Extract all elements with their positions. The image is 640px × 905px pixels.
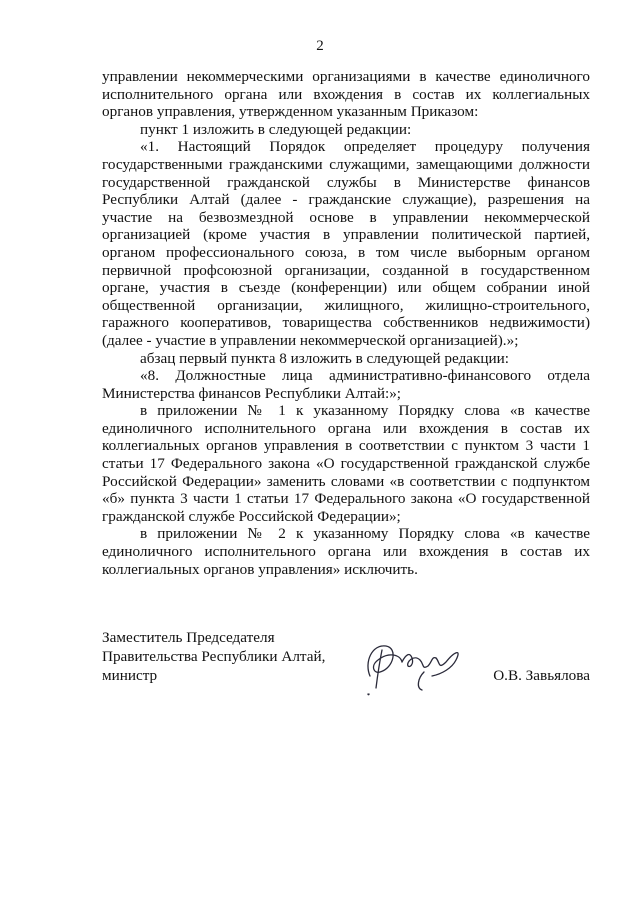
signer-title-line: Заместитель Председателя <box>102 629 275 646</box>
paragraph-item-8-text: «8. Должностные лица административно-финансового отдела Министерства финансов Республики Алтай:»; <box>102 367 590 402</box>
signer-title <box>102 628 325 685</box>
paragraph-item-8-intro: абзац первый пункта 8 изложить в следующей редакции: <box>140 349 510 367</box>
handwritten-signature <box>358 632 468 702</box>
signer-name: О.В. Завьялова <box>493 667 590 684</box>
page-number: 2 <box>316 38 324 54</box>
paragraph-continuation: управлении некоммерческими организациями в качестве единоличного исполнительного органа или вхождения в состав их коллегиальных органов управления, утвержденном указанным Приказом: <box>102 68 590 121</box>
signature-block <box>102 628 590 708</box>
paragraph-appendix-1: в приложении № 1 к указанному Порядку слова «в качестве единоличного исполнительного органа или вхождения в состав их коллегиальных органов управления в соответствии с пунктом 3 части 1 статьи 17 Федерального закона «О государственной гражданской службе Российской Федерации» заменить словами «в соответствии с подпунктом «б» пункта 3 части 1 статьи 17 Федерального закона «О государственной гражданской службе Российской Федерации»; <box>102 402 590 525</box>
paragraph-item-1-text: «1. Настоящий Порядок определяет процедуру получения государственными гражданскими служащими, замещающими должности государственной гражданской службы в Министерстве финансов Республики Алтай (далее - гражданские служащие), разрешения на участие на безвозмездной основе в управлении некоммерческой организацией (кроме участия в управлении политической партией, органом профессионального союза, в том числе выборным органом первичной профсоюзной организации, созданной в государственном органе, участия в съезде (конференции) или общем собрании иной общественной организации, жилищного, жилищно-строительного, гаражного кооперативов, товарищества собственников недвижимости) (далее - участие в управлении некоммерческой организацией).»; <box>102 138 590 349</box>
paragraph-item-1-intro: пункт 1 изложить в следующей редакции: <box>140 120 412 138</box>
document-body <box>102 68 590 578</box>
signer-title-line: Правительства Республики Алтай, <box>102 648 326 665</box>
paragraph-appendix-2: в приложении № 2 к указанному Порядку слова «в качестве единоличного исполнительного органа или вхождения в состав их коллегиальных органов управления» исключить. <box>102 525 590 578</box>
signer-title-line: министр <box>102 667 158 684</box>
